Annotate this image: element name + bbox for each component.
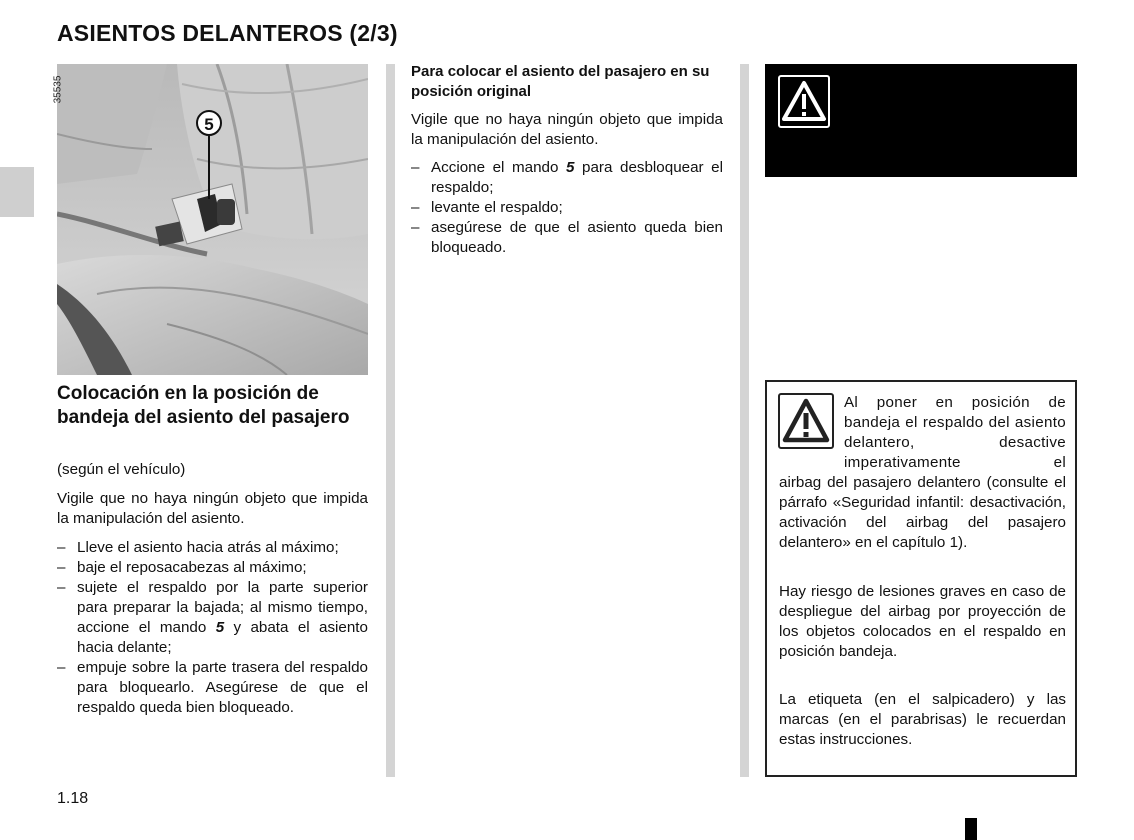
- middle-intro: Vigile que no haya ningún objeto que impida la manipulación del asiento.: [411, 111, 723, 148]
- warning-para2: Hay riesgo de lesiones graves en caso de despliegue del airbag por proyección de los objetos colocados en el respaldo en posición bandeja.: [779, 583, 1066, 660]
- corner-mark: [965, 818, 977, 840]
- seat-photo: [57, 64, 368, 375]
- list-item: – Accione el mando 5 para desbloquear el respaldo;: [411, 159, 723, 196]
- warning-triangle-icon: [778, 75, 830, 128]
- warning-triangle-icon: [778, 393, 834, 449]
- warning-panel-black: [765, 64, 1077, 177]
- list-item: – asegúrese de que el asiento queda bien bloqueado.: [411, 219, 723, 256]
- warning-box: [765, 380, 1077, 777]
- page-number: 1.18: [57, 790, 89, 807]
- list-item: – baje el reposacabezas al máximo;: [57, 559, 307, 576]
- middle-steps-list: [411, 158, 723, 258]
- figure-id: [52, 68, 72, 112]
- chapter-tab: [0, 167, 34, 217]
- left-intro: Vigile que no haya ningún objeto que impida la manipulación del asiento.: [57, 490, 368, 527]
- control-number: 5: [215, 619, 225, 636]
- list-item: – levante el respaldo;: [411, 199, 563, 216]
- callout-5-label: 5: [204, 115, 214, 134]
- warning-para1-indented: Al poner en posición de bandeja el respaldo del asiento delantero, desactive imperativamente el: [844, 394, 1066, 471]
- warning-para1-rest: airbag del pasajero delantero (consulte el párrafo «Seguridad infantil: desactivación, activación del airbag del pasajero delantero» en el capítulo 1).: [779, 474, 1066, 551]
- section-heading-original-position: Para colocar el asiento del pasajero en su posición original: [411, 63, 710, 100]
- column-divider-left: [386, 64, 395, 777]
- column-divider-right: [740, 64, 749, 777]
- warning-para3: La etiqueta (en el salpicadero) y las marcas (en el parabrisas) le recuerdan estas instrucciones.: [779, 691, 1066, 748]
- figure-id-text: 35535: [52, 75, 64, 104]
- list-item: – empuje sobre la parte trasera del respaldo para bloquearlo. Asegúrese de que el respaldo queda bien bloqueado.: [57, 659, 368, 716]
- left-steps-list: [57, 538, 368, 718]
- list-item: – sujete el respaldo por la parte superior para preparar la bajada; al mismo tiempo, accione el mando 5 y abata el asiento hacia delante;: [57, 579, 368, 656]
- control-number: 5: [566, 159, 575, 176]
- list-item: – Lleve el asiento hacia atrás al máximo;: [57, 539, 339, 556]
- page-title: ASIENTOS DELANTEROS (2/3): [57, 20, 398, 46]
- vehicle-note: (según el vehículo): [57, 461, 186, 478]
- section-heading-tray-position: Colocación en la posición de bandeja del asiento del pasajero: [57, 383, 350, 428]
